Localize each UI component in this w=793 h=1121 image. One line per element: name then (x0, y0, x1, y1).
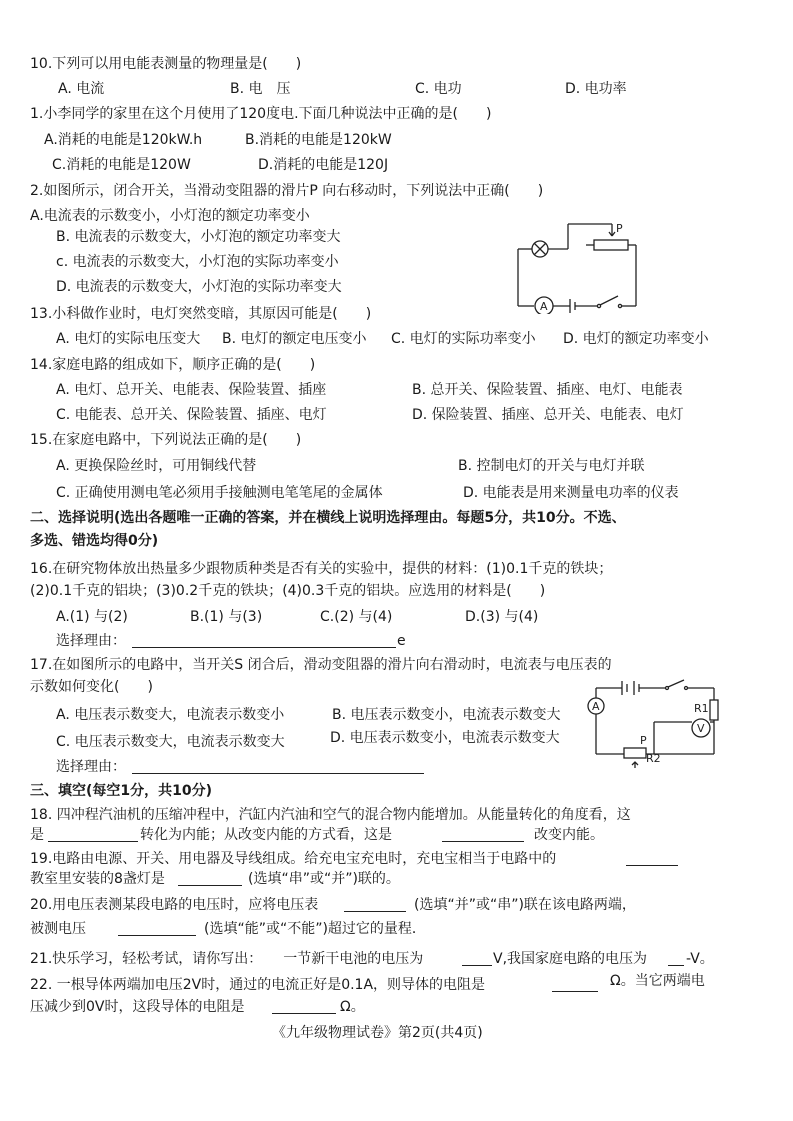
q21-part-b: V,我国家庭电路的电压为 (493, 951, 648, 967)
q19-line1: 19.电路由电源、开关、用电器及导线组成。给充电宝充电时，充电宝相当于电路中的 (30, 851, 557, 867)
q16-reason-label: 选择理由： (56, 633, 126, 649)
switch-s-icon (668, 680, 684, 687)
q17-stem-line1: 17.在如图所示的电路中，当开关S 闭合后，滑动变阻器的滑片向右滑动时，电流表与电压表的 (30, 657, 612, 673)
q16-option-a: A.(1) 与(2) (56, 609, 128, 625)
q14-stem: 14.家庭电路的组成如下，顺序正确的是( ) (30, 357, 316, 373)
section3-title: 三、填空(每空1分，共10分) (30, 783, 213, 799)
q20-line1-a: 20.用电压表测某段电路的电压时，应将电压表 (30, 897, 319, 913)
q17-stem-line2: 示数如何变化( ) (30, 679, 153, 695)
q10-option-c: C. 电功 (415, 81, 462, 97)
q15-stem: 15.在家庭电路中，下列说法正确的是( ) (30, 432, 302, 448)
q22-line2-b: Ω。 (340, 999, 365, 1015)
q12-stem: 2.如图所示，闭合开关，当滑动变阻器的滑片P 向右移动时，下列说法中正确( ) (30, 183, 544, 199)
q12-option-c: c. 电流表的示数变大，小灯泡的实际功率变小 (56, 254, 339, 270)
q10-option-a: A. 电流 (58, 81, 105, 97)
q18-line2-c: 改变内能。 (534, 827, 604, 843)
q12-option-d: D. 电流表的示数变大，小灯泡的实际功率变大 (56, 279, 342, 295)
q14-option-b: B. 总开关、保险装置、插座、电灯、电能表 (412, 382, 683, 398)
switch-icon (600, 296, 618, 305)
q21-blank-2[interactable] (668, 965, 684, 966)
page-footer: 《九年级物理试卷》第2页(共4页) (272, 1025, 483, 1041)
q20-line2-b: (选填“能”或“不能”)超过它的量程． (204, 921, 426, 937)
q11-option-b: B.消耗的电能是120kW (245, 132, 392, 148)
q20-blank-1[interactable] (344, 911, 406, 912)
q10-stem: 10.下列可以用电能表测量的物理量是( ) (30, 56, 302, 72)
q16-reason-blank[interactable] (132, 647, 396, 648)
q18-line2-a: 是 (30, 827, 44, 843)
q16-stem-line1: 16.在研究物体放出热量多少跟物质种类是否有关的实验中，提供的材料：(1)0.1千克的铁块； (30, 561, 613, 577)
q11-option-c: C.消耗的电能是120W (52, 157, 191, 173)
q10-option-d: D. 电功率 (565, 81, 627, 97)
q15-option-d: D. 电能表是用来测量电功率的仪表 (463, 485, 679, 501)
q13-option-c: C. 电灯的实际功率变小 (391, 331, 536, 347)
q16-reason-tail: e (397, 633, 406, 649)
q16-option-d: D.(3) 与(4) (465, 609, 539, 625)
q20-line2-a: 被测电压 (30, 921, 86, 937)
q20-line1-b: (选填“并”或“串”)联在该电路两端， (414, 897, 636, 913)
q17-circuit-diagram (584, 676, 724, 768)
q14-option-a: A. 电灯、总开关、电能表、保险装置、插座 (56, 382, 327, 398)
q19-line2-b: (选填“串”或“并”)联的。 (248, 871, 400, 887)
q11-option-d: D.消耗的电能是120J (258, 157, 389, 173)
resistor-r1-icon (710, 700, 718, 720)
q17-option-a: A. 电压表示数变大，电流表示数变小 (56, 707, 285, 723)
q12-circuit-diagram (510, 214, 650, 314)
q12-ammeter-label: A (540, 300, 548, 313)
q17-option-d: D. 电压表示数变小，电流表示数变大 (330, 730, 560, 746)
q18-blank-1[interactable] (48, 841, 138, 842)
q13-option-b: B. 电灯的额定电压变小 (222, 331, 367, 347)
q17-reason-label: 选择理由： (56, 759, 126, 775)
q22-blank-2[interactable] (272, 1013, 336, 1014)
q22-line2-a: 压减少到0V时，这段导体的电阻是 (30, 999, 245, 1015)
q17-slider-p-label: P (640, 734, 647, 747)
q13-option-a: A. 电灯的实际电压变大 (56, 331, 201, 347)
q10-option-b: B. 电 压 (230, 81, 291, 97)
q17-ammeter-label: A (592, 700, 600, 713)
section2-title: 二、选择说明(选出各题唯一正确的答案，并在横线上说明选择理由。每题5分，共10分。不选、 (30, 510, 626, 526)
q18-line1: 18. 四冲程汽油机的压缩冲程中，汽缸内汽油和空气的混合物内能增加。从能量转化的角度看，这 (30, 807, 631, 823)
q14-option-c: C. 电能表、总开关、保险装置、插座、电灯 (56, 407, 327, 423)
q12-slider-p-label: P (616, 222, 623, 235)
q15-option-c: C. 正确使用测电笔必须用手接触测电笔笔尾的金属体 (56, 485, 383, 501)
q15-option-a: A. 更换保险丝时，可用铜线代替 (56, 458, 257, 474)
q17-r1-label: R1 (694, 702, 709, 715)
q17-reason-blank[interactable] (132, 773, 424, 774)
q12-option-a: A.电流表的示数变小，小灯泡的额定功率变小 (30, 208, 310, 224)
q14-option-d: D. 保险装置、插座、总开关、电能表、电灯 (412, 407, 684, 423)
q22-line1-b: Ω。当它两端电 (610, 973, 705, 989)
q13-option-d: D. 电灯的额定功率变小 (563, 331, 709, 347)
q13-stem: 13.小科做作业时，电灯突然变暗，其原因可能是( ) (30, 306, 372, 322)
q15-option-b: B. 控制电灯的开关与电灯并联 (458, 458, 645, 474)
q17-r2-label: R2 (646, 752, 661, 765)
q16-stem-line2: (2)0.1千克的铝块；(3)0.2千克的铁块；(4)0.3千克的铝块。应选用的材料是( ) (30, 583, 546, 599)
q11-stem: 1.小李同学的家里在这个月使用了120度电.下面几种说法中正确的是( ) (30, 106, 492, 122)
q20-blank-2[interactable] (118, 935, 196, 936)
rheostat-r2-icon (624, 748, 646, 758)
q22-line1-a: 22. 一根导体两端加电压2V时，通过的电流正好是0.1A，则导体的电阻是 (30, 977, 486, 993)
q16-option-c: C.(2) 与(4) (320, 609, 393, 625)
q18-blank-2[interactable] (442, 841, 524, 842)
q19-blank-2[interactable] (178, 885, 242, 886)
q19-line2-a: 教室里安装的8盏灯是 (30, 871, 165, 887)
q16-option-b: B.(1) 与(3) (190, 609, 263, 625)
q18-line2-b: 转化为内能；从改变内能的方式看，这是 (140, 827, 392, 843)
q21-part-c: -V。 (686, 951, 714, 967)
q17-voltmeter-label: V (697, 722, 705, 735)
q12-option-b: B. 电流表的示数变大，小灯泡的额定功率变大 (56, 229, 341, 245)
section2-title-cont: 多选、错选均得0分) (30, 533, 159, 549)
q17-option-b: B. 电压表示数变小，电流表示数变大 (332, 707, 561, 723)
rheostat-icon (594, 240, 628, 250)
q21-part-a: 21.快乐学习，轻松考试，请你写出： 一节新干电池的电压为 (30, 951, 424, 967)
q21-blank-1[interactable] (462, 965, 492, 966)
q17-option-c: C. 电压表示数变大，电流表示数变大 (56, 734, 285, 750)
q19-blank-1[interactable] (626, 865, 678, 866)
q22-blank-1[interactable] (552, 991, 598, 992)
q11-option-a: A.消耗的电能是120kW.h (44, 132, 203, 148)
